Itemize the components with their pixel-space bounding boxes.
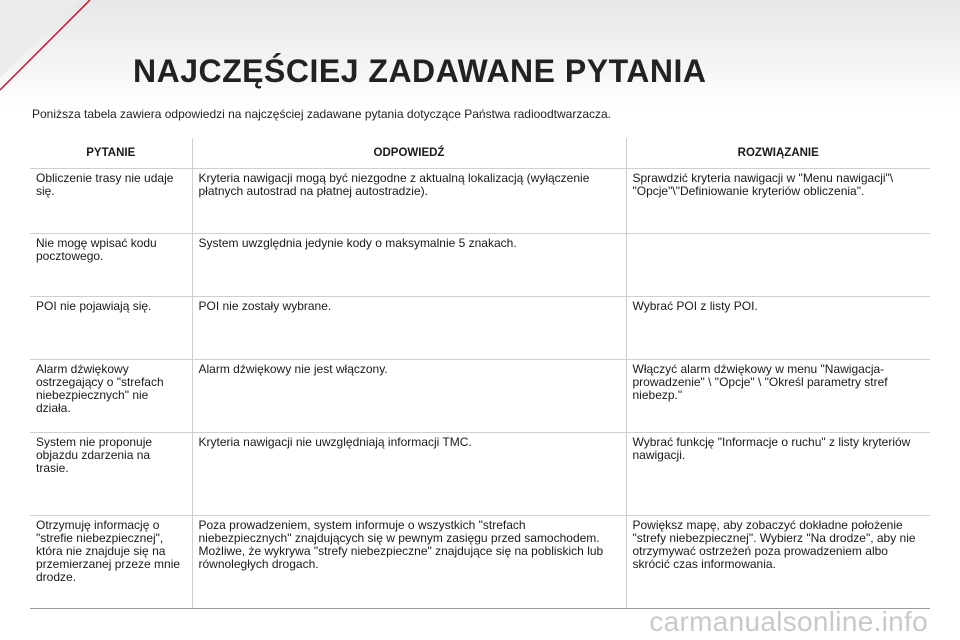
header-question: PYTANIE xyxy=(30,138,192,169)
question-cell: Obliczenie trasy nie udaje się. xyxy=(30,169,192,234)
table-header-row xyxy=(30,138,930,169)
answer-cell: Alarm dźwiękowy nie jest włączony. xyxy=(192,360,626,433)
table-row xyxy=(30,297,930,360)
solution-cell: Sprawdzić kryteria nawigacji w "Menu nawigacji"\ "Opcje"\"Definiowanie kryteriów obliczenia". xyxy=(626,169,930,234)
table-row xyxy=(30,433,930,516)
question-cell: System nie proponuje objazdu zdarzenia na trasie. xyxy=(30,433,192,516)
solution-cell xyxy=(626,234,930,297)
answer-cell: Kryteria nawigacji nie uwzględniają informacji TMC. xyxy=(192,433,626,516)
page-title: NAJCZĘŚCIEJ ZADAWANE PYTANIA xyxy=(133,53,707,89)
question-cell: Nie mogę wpisać kodu pocztowego. xyxy=(30,234,192,297)
solution-cell: Wybrać funkcję "Informacje o ruchu" z listy kryteriów nawigacji. xyxy=(626,433,930,516)
corner-accent-decoration xyxy=(0,0,110,110)
question-cell: Alarm dźwiękowy ostrzegający o "strefach niebezpiecznych" nie działa. xyxy=(30,360,192,433)
header-solution: ROZWIĄZANIE xyxy=(626,138,930,169)
question-cell: POI nie pojawiają się. xyxy=(30,297,192,360)
table-row xyxy=(30,360,930,433)
header-answer: ODPOWIEDŹ xyxy=(192,138,626,169)
table-row xyxy=(30,516,930,609)
table-row xyxy=(30,234,930,297)
solution-cell: Powiększ mapę, aby zobaczyć dokładne położenie "strefy niebezpiecznej". Wybierz "Na drodze", aby nie otrzymywać ostrzeżeń poza prowadzeniem albo skrócić czas informowania. xyxy=(626,516,930,609)
question-cell: Otrzymuję informację o "strefie niebezpiecznej", która nie znajduje się na przemierzanej przeze mnie drodze. xyxy=(30,516,192,609)
table-row xyxy=(30,169,930,234)
faq-table xyxy=(30,138,930,609)
solution-cell: Wybrać POI z listy POI. xyxy=(626,297,930,360)
answer-cell: Kryteria nawigacji mogą być niezgodne z aktualną lokalizacją (wyłączenie płatnych autostrad na płatnej autostradzie). xyxy=(192,169,626,234)
answer-cell: System uwzględnia jedynie kody o maksymalnie 5 znakach. xyxy=(192,234,626,297)
solution-cell: Włączyć alarm dźwiękowy w menu "Nawigacja-prowadzenie" \ "Opcje" \ "Określ parametry stref niebezp." xyxy=(626,360,930,433)
answer-cell: Poza prowadzeniem, system informuje o wszystkich "strefach niebezpiecznych" znajdujących się w pewnym zasięgu przed samochodem. Możliwe, że wykrywa "strefy niebezpieczne" znajdujące się na pobliskich lub równoległych drogach. xyxy=(192,516,626,609)
intro-text: Poniższa tabela zawiera odpowiedzi na najczęściej zadawane pytania dotyczące Państwa radioodtwarzacza. xyxy=(32,107,611,121)
answer-cell: POI nie zostały wybrane. xyxy=(192,297,626,360)
watermark[interactable]: carmanualsonline.info xyxy=(649,606,928,637)
